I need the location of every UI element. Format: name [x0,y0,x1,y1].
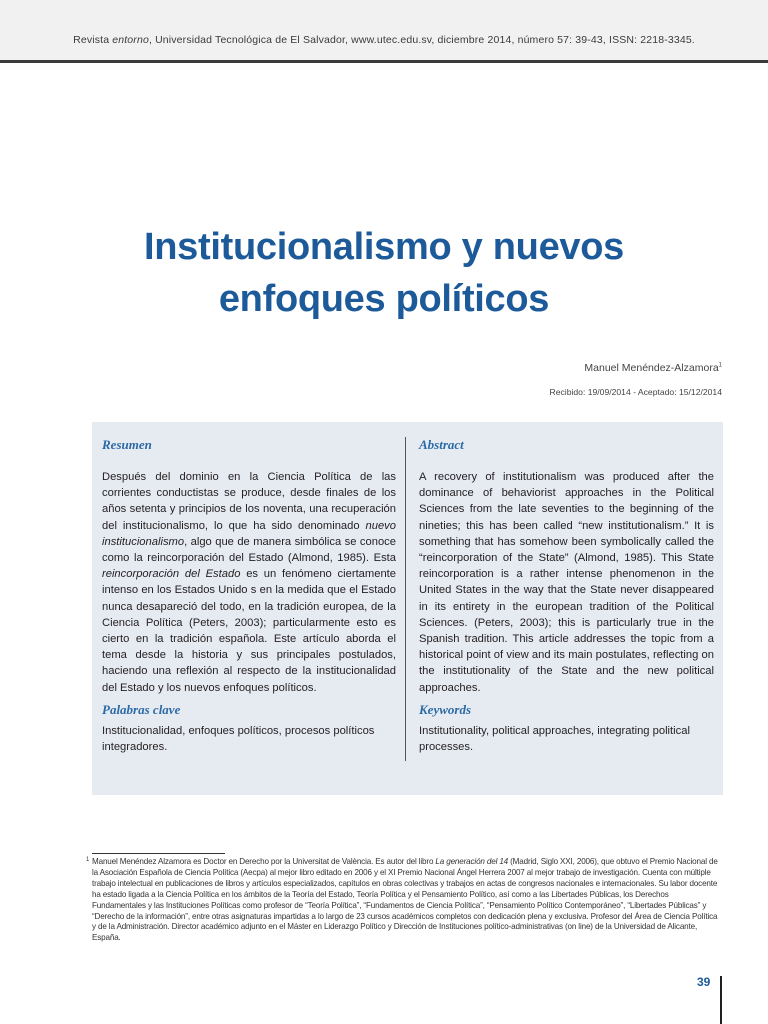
journal-details: , Universidad Tecnológica de El Salvador, www.utec.edu.sv, diciembre 2014, número 57: 39-43, ISSN: 2218-3345. [148,34,695,46]
page-number-rule [720,976,722,1024]
resumen-text-part-1: Después del dominio en la Ciencia Política de las corrientes conductistas se produce, desde finales de los años setenta y principios de los noventa, una recuperación del institucionalismo, lo que ha sido denominado [102,471,396,532]
footnote-mark: 1 [86,857,90,863]
journal-citation [0,34,768,46]
palabras-clave-heading: Palabras clave [102,702,181,717]
footnote-rule [92,853,225,854]
resumen-text-part-3: es un fenómeno ciertamente intenso en los Estados Unido s en la medida que el Estado nunca desapareció del todo, en la tradición europea, de la Ciencia Política (Peters, 2003); particularmente esto es cierto en la tradición española. Este artículo aborda el tema desde la historia y sus principales postulados, haciendo una reflexión al respecto de la institucionalidad del Estado y los nuevos enfoques políticos. [102,568,396,694]
journal-name: entorno [112,34,149,46]
keywords-heading: Keywords [419,702,471,717]
footnote-text-part-1: Manuel Menéndez Alzamora es Doctor en Derecho por la Universitat de València. Es autor del libro [92,857,436,866]
page-number: 39 [697,975,711,989]
author-name-text: Manuel Menéndez-Alzamora [584,362,719,374]
resumen-text [102,469,396,696]
resumen-text-part-2: , algo que de manera simbólica se conoce como la reincorporación del Estado (Almond, 1985). Esta [102,535,396,565]
header-rule [0,60,768,63]
page-header [0,0,768,62]
footnote-text-part-2: (Madrid, Siglo XXI, 2006), que obtuvo el Premio Nacional de la Asociación Española de Ciencia Política (Aecpa) al mejor libro editado en 2006 y el XI Premio Nacional Ángel Herrera 2007 al mejor trabajo de investigación. Cuenta con múltiple trabajo intelectual en publicaciones de libros y artículos especializados, capítulos en obras colectivas y trabajos en actas de congresos nacionales e internacionales. Su labor docente ha estado ligada a la Ciencia Política en los ámbitos de la Teoría del Estado, Teoría Política y el Pensamiento Político, así como a las Libertades Públicas, los Derechos Fundamentales y las Instituciones Políticas como profesor de “Teoría Política”, “Fundamentos de Ciencia Política”, “Pensamiento Político Contemporáneo”, “Libertades Públicas” y “Derecho de la información”, entre otras asignaturas impartidas a lo largo de 23 cursos académicos completos con dedicación plena y exclusiva. Profesor del Área de Ciencia Política y de la Administración. Director académico adjunto en el Máster en Liderazgo Político y Dirección de Instituciones político-administrativas (on line) de la Universidad de Alicante, España. [92,857,718,943]
abstract-heading: Abstract [419,437,464,452]
resumen-column [102,437,396,754]
author-footnote [86,857,723,944]
abstract-column [419,437,714,754]
column-divider [405,437,406,761]
journal-prefix: Revista [73,34,113,46]
resumen-emphasis-1: nuevo institucionalismo [102,519,396,548]
author-name [584,362,722,374]
author-footnote-mark: 1 [718,362,722,369]
footnote-book-title: La generación del 14 [435,857,509,866]
received-accepted-dates: Recibido: 19/09/2014 - Aceptado: 15/12/2014 [549,387,722,397]
abstract-text: A recovery of institutionalism was produced after the dominance of behaviorist approaches in the Political Sciences from the late seventies to the beginning of the nineties; this has been called “new institutionalism.” It is something that has somehow been symbolically called the “reincorporation of the State” (Almond, 1985). This State reincorporation is a rather intense phenomenon in the United States in the way that the State never disappeared in its entirety in the european tradition of the Political Sciences. (Peters, 2003); this is particularly true in the Spanish tradition. This article addresses the topic from a historical point of view and its main postulates, reflecting on the institutionality of the State and the new political approaches. [419,471,714,694]
palabras-clave-text: Institucionalidad, enfoques políticos, procesos políticos integradores. [102,725,375,754]
keywords-text: Institutionality, political approaches, integrating political processes. [419,725,690,754]
title-line-2: enfoques políticos [218,278,550,321]
article-title [60,221,708,325]
resumen-emphasis-2: reincorporación del Estado [102,568,241,581]
resumen-heading: Resumen [102,437,152,452]
title-line-1: Institucionalismo y nuevos [144,226,624,269]
